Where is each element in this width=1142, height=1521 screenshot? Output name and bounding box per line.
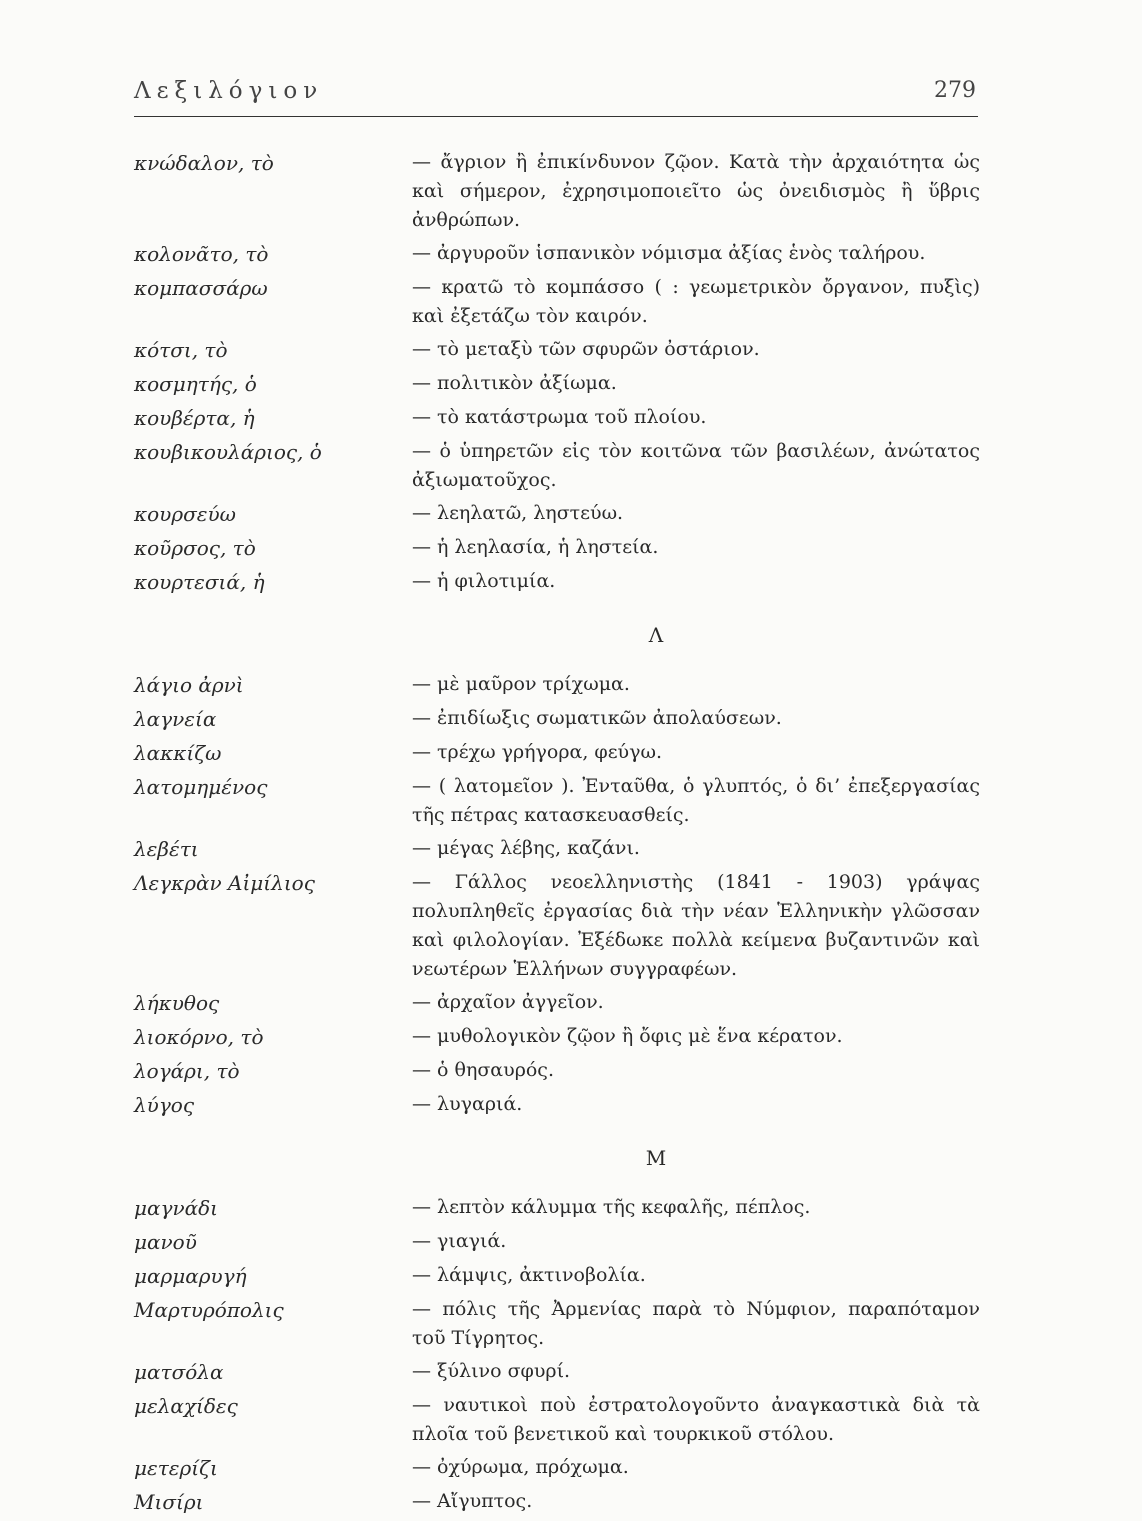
entry-definition: — ὁ ὑπηρετῶν εἰς τὸν κοιτῶνα τῶν βασιλέων, ἀνώτατος ἀξιωματοῦχος. <box>412 440 980 491</box>
entry-term: μετερίζι <box>134 1456 218 1480</box>
entry-term: μελαχίδες <box>134 1394 238 1418</box>
entry-definition: — κρατῶ τὸ κομπάσσο ( : γεωμετρικὸν ὄργανον, πυξὶς) καὶ ἐξετάζω τὸν καιρόν. <box>412 276 980 327</box>
entry-definition: — ὀχύρωμα, πρόχωμα. <box>412 1456 629 1478</box>
entry-term: λήκυθος <box>134 991 220 1015</box>
entry-definition: — Αἴγυπτος. <box>412 1490 533 1512</box>
entry-definition: — ναυτικοὶ ποὺ ἐστρατολογοῦντο ἀναγκαστικὰ διὰ τὰ πλοῖα τοῦ βενετικοῦ καὶ τουρκικοῦ στόλου. <box>412 1394 980 1445</box>
entry-definition: — τὸ μεταξὺ τῶν σφυρῶν ὀστάριον. <box>412 338 760 360</box>
glossary-entry <box>0 988 1142 1018</box>
entry-definition: — ἀργυροῦν ἱσπανικὸν νόμισμα ἀξίας ἑνὸς ταλήρου. <box>412 242 926 264</box>
entry-term: κουρτεσιά, ἡ <box>134 570 265 594</box>
glossary-entry <box>0 868 1142 984</box>
glossary-entry <box>0 834 1142 864</box>
entry-term: κότσι, τὸ <box>134 338 228 362</box>
glossary-entry <box>0 1056 1142 1086</box>
entry-term: Λεγκρὰν Αἰμίλιος <box>134 871 315 895</box>
glossary-entry <box>0 738 1142 768</box>
entry-definition: — μὲ μαῦρον τρίχωμα. <box>412 673 630 695</box>
glossary-entry <box>0 499 1142 529</box>
running-title: Λεξιλόγιον <box>134 78 324 104</box>
entry-definition: — ( λατομεῖον ). Ἐνταῦθα, ὁ γλυπτός, ὁ δι’ ἐπεξεργασίας τῆς πέτρας κατασκευασθείς. <box>412 775 980 826</box>
entry-term: κουρσεύω <box>134 502 236 526</box>
entry-definition: — λεπτὸν κάλυμμα τῆς κεφαλῆς, πέπλος. <box>412 1196 811 1218</box>
entry-term: λιοκόρνο, τὸ <box>134 1025 264 1049</box>
glossary-entry <box>0 239 1142 269</box>
entry-term: ματσόλα <box>134 1360 224 1384</box>
entry-definition: — λυγαριά. <box>412 1093 523 1115</box>
entry-definition: — λεηλατῶ, ληστεύω. <box>412 502 624 524</box>
glossary-entry <box>0 1357 1142 1387</box>
page-header <box>134 76 978 117</box>
entry-definition: — μέγας λέβης, καζάνι. <box>412 837 640 859</box>
entry-term: κοῦρσος, τὸ <box>134 536 256 560</box>
entry-definition: — ἡ λεηλασία, ἡ ληστεία. <box>412 536 659 558</box>
glossary-entry <box>0 1227 1142 1257</box>
glossary-entry <box>0 670 1142 700</box>
entry-term: λατομημένος <box>134 775 268 799</box>
entry-term: μαρμαρυγή <box>134 1264 247 1288</box>
entry-term: κοσμητής, ὁ <box>134 372 257 396</box>
entry-definition: — λάμψις, ἀκτινοβολία. <box>412 1264 646 1286</box>
glossary-entry <box>0 1090 1142 1120</box>
entry-term: λογάρι, τὸ <box>134 1059 240 1083</box>
entry-term: λύγος <box>134 1093 195 1117</box>
entry-definition: — πολιτικὸν ἀξίωμα. <box>412 372 617 394</box>
entry-definition: — Γάλλος νεοελληνιστὴς (1841 - 1903) γράψας πολυπληθεῖς ἐργασίας διὰ τὴν νέαν Ἑλληνικὴν γλῶσσαν καὶ φιλολογίαν. Ἐξέδωκε πολλὰ κείμενα βυζαντινῶν καὶ νεωτέρων Ἑλλήνων συγγραφέων. <box>412 871 980 980</box>
entry-definition: — ἡ φιλοτιμία. <box>412 570 556 592</box>
entry-term: κουβικουλάριος, ὁ <box>134 440 322 464</box>
glossary-entry <box>0 772 1142 830</box>
section-letter: Μ <box>645 1146 667 1170</box>
page-number: 279 <box>934 78 976 103</box>
entry-term: μαγνάδι <box>134 1196 219 1220</box>
section-letter: Λ <box>648 623 664 647</box>
glossary-entry <box>0 148 1142 235</box>
entry-term: λαγνεία <box>134 707 217 731</box>
glossary-entry <box>0 437 1142 495</box>
entry-definition: — ἀρχαῖον ἀγγεῖον. <box>412 991 604 1013</box>
glossary-entry <box>0 1487 1142 1517</box>
entry-definition: — μυθολογικὸν ζῷον ἢ ὄφις μὲ ἕνα κέρατον. <box>412 1025 843 1047</box>
glossary-entry <box>0 1295 1142 1353</box>
glossary-entries <box>0 148 1142 1521</box>
entry-term: κνώδαλον, τὸ <box>134 151 274 175</box>
glossary-entry <box>0 567 1142 597</box>
entry-term: Μαρτυρόπολις <box>134 1298 284 1322</box>
entry-definition: — ἐπιδίωξις σωματικῶν ἀπολαύσεων. <box>412 707 782 729</box>
entry-definition: — τὸ κατάστρωμα τοῦ πλοίου. <box>412 406 707 428</box>
entry-definition: — τρέχω γρήγορα, φεύγω. <box>412 741 662 763</box>
entry-term: Μισίρι <box>134 1490 204 1514</box>
glossary-entry <box>0 273 1142 331</box>
entry-definition: — γιαγιά. <box>412 1230 507 1252</box>
entry-term: μανοῦ <box>134 1230 197 1254</box>
entry-term: λακκίζω <box>134 741 222 765</box>
entry-definition: — ὁ θησαυρός. <box>412 1059 554 1081</box>
entry-definition: — ἄγριον ἢ ἐπικίνδυνον ζῷον. Κατὰ τὴν ἀρχαιότητα ὡς καὶ σήμερον, ἐχρησιμοποιεῖτο ὡς ὀνειδισμὸς ἢ ὕβρις ἀνθρώπων. <box>412 151 980 231</box>
glossary-entry <box>0 704 1142 734</box>
glossary-entry <box>0 533 1142 563</box>
glossary-entry <box>0 369 1142 399</box>
glossary-entry <box>0 1193 1142 1223</box>
glossary-entry <box>0 1391 1142 1449</box>
entry-definition: — ξύλινο σφυρί. <box>412 1360 571 1382</box>
glossary-entry <box>0 1453 1142 1483</box>
glossary-entry <box>0 335 1142 365</box>
glossary-entry <box>0 1261 1142 1291</box>
entry-term: κουβέρτα, ἡ <box>134 406 255 430</box>
entry-definition: — πόλις τῆς Ἀρμενίας παρὰ τὸ Νύμφιον, παραπόταμον τοῦ Τίγρητος. <box>412 1298 980 1349</box>
entry-term: κομπασσάρω <box>134 276 268 300</box>
entry-term: κολονᾶτο, τὸ <box>134 242 269 266</box>
entry-term: λάγιο ἀρνὶ <box>134 673 244 697</box>
entry-term: λεβέτι <box>134 837 199 861</box>
glossary-entry <box>0 403 1142 433</box>
glossary-entry <box>0 1022 1142 1052</box>
